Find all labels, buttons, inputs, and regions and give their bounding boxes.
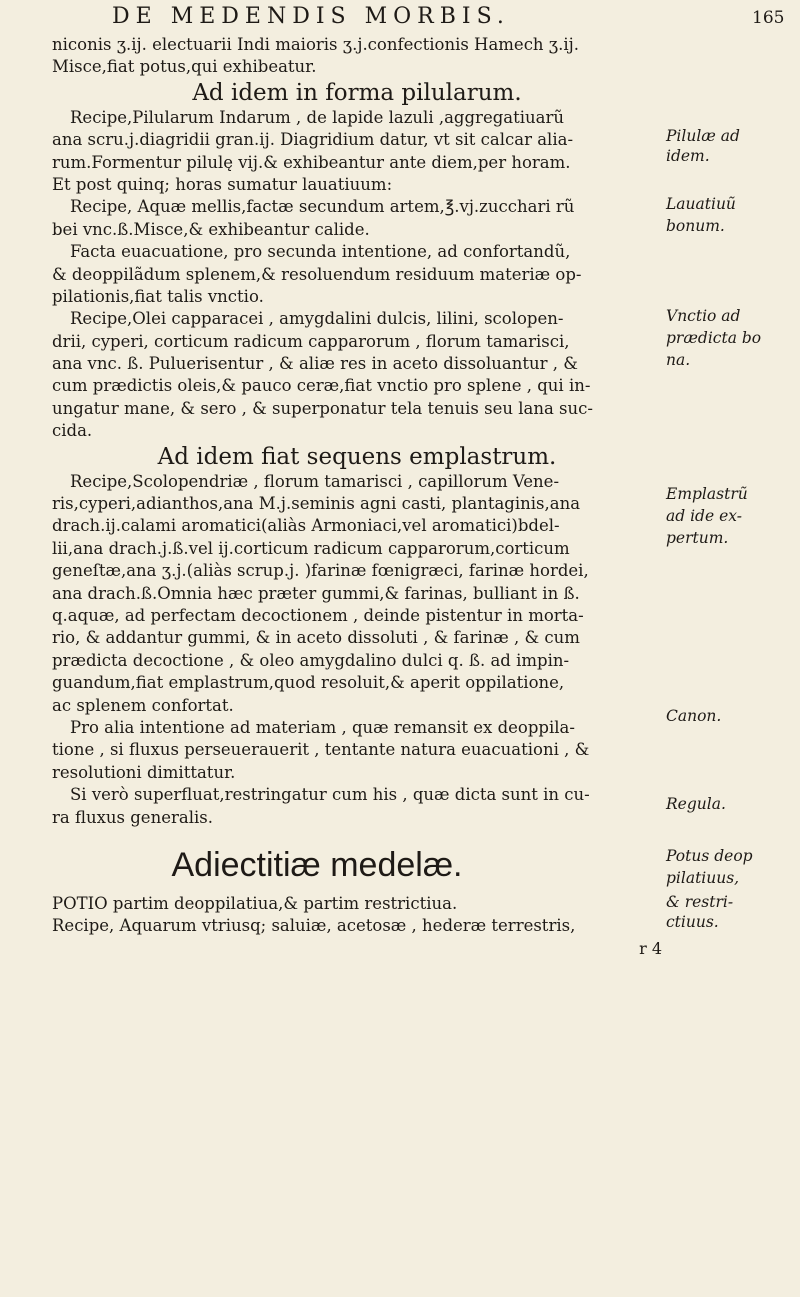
margin-note: Emplastrũ [666, 485, 748, 503]
main-text-block [52, 34, 662, 960]
text-line: Recipe, Aquæ mellis,factæ secundum artem,℥.vj.zucchari rũ [70, 197, 575, 217]
section-heading-plaster: Ad idem fiat sequens emplastrum. [157, 443, 557, 470]
text-line: rio, & addantur gummi, & in aceto dissoluti , & farinæ , & cum [52, 628, 580, 648]
margin-note: & restri- [666, 893, 734, 911]
text-line: POTIO partim deoppilatiua,& partim restrictiua. [52, 893, 458, 913]
page-number: 165 [752, 8, 785, 28]
text-line: geneſtæ,ana ʒ.j.(aliàs scrup.j. )farinæ fœnigræci, farinæ hordei, [52, 561, 589, 581]
margin-note: Potus deop [666, 847, 753, 865]
margin-note: idem. [666, 147, 710, 165]
margin-note: Lauatiuũ [666, 195, 736, 213]
text-line: Facta euacuatione, pro secunda intentione, ad confortandũ, [70, 242, 571, 262]
text-line: resolutioni dimittatur. [52, 762, 236, 782]
text-line: bei vnc.ß.Misce,& exhibeantur calide. [52, 219, 370, 239]
margin-note: Vnctio ad [666, 307, 741, 325]
text-line: q.aquæ, ad perfectam decoctionem , deinde pistentur in morta- [52, 605, 584, 625]
text-line: rum.Formentur pilulę vij.& exhibeantur ante diem,per horam. [52, 152, 571, 172]
text-line: ac splenem confortat. [52, 695, 234, 715]
text-line: Recipe,Pilularum Indarum , de lapide lazuli ,aggregatiuarũ [70, 107, 564, 127]
running-head [0, 4, 800, 34]
text-line: guandum,fiat emplastrum,quod resoluit,& aperit oppilatione, [52, 673, 565, 693]
text-line: tione , si fluxus perseuerauerit , tentante natura euacuationi , & [52, 740, 590, 760]
text-line: cum prædictis oleis,& pauco ceræ,fiat vnctio pro splene , qui in- [52, 376, 591, 396]
text-line: ungatur mane, & sero , & superponatur tela tenuis seu lana suc- [52, 398, 593, 418]
section-heading-pills: Ad idem in forma pilularum. [192, 79, 522, 106]
text-line: Recipe, Aquarum vtriusq; saluiæ, acetosæ , hederæ terrestris, [52, 916, 576, 936]
margin-note: ctiuus. [666, 913, 719, 931]
text-line: ana drach.ß.Omnia hæc præter gummi,& farinas, bulliant in ß. [52, 583, 580, 603]
text-line: cida. [52, 421, 93, 441]
text-line: Si verò superfluat,restringatur cum his , quæ dicta sunt in cu- [70, 785, 590, 805]
text-line: pilationis,fiat talis vnctio. [52, 286, 264, 306]
margin-note: ad ide ex- [666, 507, 742, 525]
margin-note: prædicta bo [666, 329, 762, 347]
margin-note: Pilulæ ad [666, 127, 740, 145]
text-line: ana vnc. ß. Puluerisentur , & aliæ res in aceto dissoluantur , & [52, 354, 578, 374]
text-line: Pro alia intentione ad materiam , quæ remansit ex deoppila- [70, 717, 575, 737]
text-line: ra fluxus generalis. [52, 807, 213, 827]
margin-note: Regula. [666, 795, 726, 813]
text-line: ris,cyperi,adianthos,ana M.j.seminis agni casti, plantaginis,ana [52, 494, 581, 514]
text-line: Recipe,Scolopendriæ , florum tamarisci , capillorum Vene- [70, 471, 560, 491]
margin-note: na. [666, 351, 691, 369]
text-line: prædicta decoctione , & oleo amygdalino dulci q. ß. ad impin- [52, 650, 570, 670]
margin-note: pertum. [666, 529, 729, 547]
text-line: Misce,fiat potus,qui exhibeatur. [52, 57, 317, 77]
section-heading-remedies: Adiectitiæ medelæ. [171, 845, 463, 884]
text-line: lii,ana drach.j.ß.vel ij.corticum radicum capparorum,corticum [52, 538, 570, 558]
text-line: niconis ʒ.ij. electuarii Indi maioris ʒ.j.confectionis Hamech ʒ.ij. [52, 35, 580, 54]
margin-note: bonum. [666, 217, 725, 235]
text-line: Recipe,Olei capparacei , amygdalini dulcis, lilini, scolopen- [70, 309, 564, 329]
text-line: drach.ij.calami aromatici(aliàs Armoniaci,vel aromatici)bdel- [52, 516, 560, 536]
text-line: Et post quinq; horas sumatur lauatiuum: [52, 174, 393, 194]
margin-note: pilatiuus, [666, 869, 740, 887]
text-line: ana scru.j.diagridii gran.ij. Diagridium datur, vt sit calcar alia- [52, 130, 574, 150]
margin-note: Canon. [666, 707, 722, 725]
text-line: & deoppilãdum splenem,& resoluendum residuum materiæ op- [52, 264, 582, 284]
text-line: drii, cyperi, corticum radicum capparorum , florum tamarisci, [52, 331, 570, 351]
running-head-title: DE MEDENDIS MORBIS. [112, 4, 510, 29]
signature-mark: r 4 [639, 938, 662, 958]
